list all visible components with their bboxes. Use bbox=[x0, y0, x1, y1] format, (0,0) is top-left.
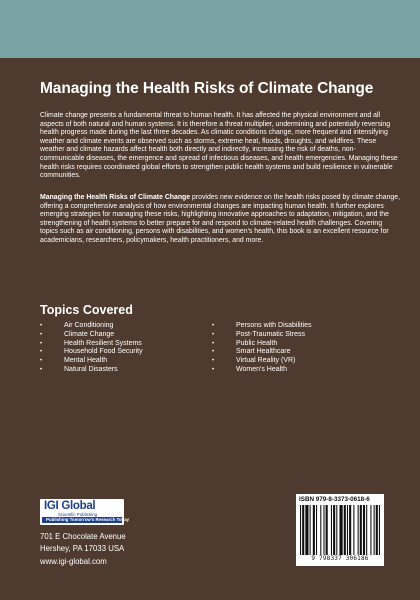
barcode-number: 9 798337 306186 bbox=[311, 555, 369, 562]
barcode-bar bbox=[310, 505, 311, 555]
barcode-bar bbox=[370, 505, 371, 555]
barcode-bar bbox=[360, 505, 362, 555]
topics-list-left bbox=[40, 322, 210, 375]
barcode-bar bbox=[333, 505, 335, 555]
topic-item: • Public Health bbox=[212, 340, 382, 349]
description-paragraph-2-text: provides new evidence on the health risks posed by climate change, offering a comprehensive analysis of how environmental changes are impacting human health. It further explores emerging strategies for managing these risks, highlighting innovative approaches to adaptation, mitigation, and the strengthening of health systems to better prepare for and respond to climate-related health challenges. Covering topics such as air conditioning, persons with disabilities, and women's health, this book is an excellent resource for academicians, researchers, policymakers, health practitioners, and more. bbox=[40, 194, 400, 244]
topic-item: • Natural Disasters bbox=[40, 366, 210, 375]
barcode-bar bbox=[353, 505, 354, 555]
top-color-band bbox=[0, 0, 420, 58]
topic-item: • Health Resilient Systems bbox=[40, 340, 210, 349]
barcode-bar bbox=[323, 505, 324, 555]
barcode-bar bbox=[366, 505, 367, 555]
publisher-logo-tagline-bar bbox=[42, 517, 130, 523]
barcode-bar bbox=[320, 505, 321, 555]
address-line-2: Hershey, PA 17033 USA bbox=[40, 544, 125, 554]
barcode-bar bbox=[316, 505, 317, 555]
barcode-bar bbox=[305, 505, 308, 555]
barcode-bar bbox=[376, 505, 378, 555]
topic-item: • Mental Health bbox=[40, 357, 210, 366]
barcode-graphic bbox=[300, 505, 380, 555]
book-title: Managing the Health Risks of Climate Change bbox=[40, 80, 374, 97]
topic-item: • Household Food Security bbox=[40, 348, 210, 357]
barcode-bar bbox=[336, 505, 337, 555]
address-line-1: 701 E Chocolate Avenue bbox=[40, 532, 126, 541]
publisher-logo bbox=[40, 499, 130, 525]
topic-item: • Air Conditioning bbox=[40, 322, 210, 331]
topic-item: • Smart Healthcare bbox=[212, 348, 382, 357]
publisher-logo-subtitle: Scientific Publishing bbox=[58, 512, 98, 517]
publisher-address bbox=[40, 531, 126, 568]
description-paragraph-2 bbox=[40, 194, 400, 246]
barcode-bar bbox=[374, 505, 375, 555]
topic-item: • Virtual Reality (VR) bbox=[212, 357, 382, 366]
barcode-bar bbox=[313, 505, 315, 555]
barcode-bar bbox=[344, 505, 346, 555]
topics-list-right bbox=[212, 322, 382, 375]
description-paragraph-1: Climate change presents a fundamental threat to human health. It has affected the physical environment and all aspects of both natural and human systems. It is therefore a threat multiplier, undermining and potentially reversing health progress made during the last three decades. As climatic conditions change, more frequent and intensifying weather and climate events are observed such as storms, extreme heat, floods, droughts, and wildfires. These weather and climate hazards affect health both directly and indirectly, increasing the risk of deaths, non-communicable diseases, the emergence and spread of infectious diseases, and health emergencies. Managing these health risks requires coordinated global efforts to strengthen public health systems and build resilience in vulnerable communities. bbox=[40, 112, 398, 180]
barcode-bar bbox=[347, 505, 348, 555]
barcode-bar bbox=[363, 505, 365, 555]
publisher-logo-tagline: Publishing Tomorrow's Research Today bbox=[46, 517, 130, 522]
barcode-bar bbox=[358, 505, 359, 555]
topic-item: • Post-Traumatic Stress bbox=[212, 331, 382, 340]
isbn-barcode-box bbox=[296, 494, 384, 566]
topic-item: • Women's Health bbox=[212, 366, 382, 375]
barcode-bar bbox=[349, 505, 351, 555]
isbn-label: ISBN 979-8-3373-0618-6 bbox=[299, 496, 370, 503]
barcode-bar bbox=[331, 505, 332, 555]
barcode-bar bbox=[302, 505, 304, 555]
publisher-website: www.igi-global.com bbox=[40, 556, 107, 566]
book-title-inline: Managing the Health Risks of Climate Change bbox=[40, 194, 191, 201]
publisher-logo-text: IGI Global bbox=[44, 500, 96, 512]
topics-heading: Topics Covered bbox=[40, 303, 133, 317]
barcode-bar bbox=[300, 505, 301, 555]
topic-item: • Climate Change bbox=[40, 331, 210, 340]
topic-item: • Persons with Disabilities bbox=[212, 322, 382, 331]
barcode-bar bbox=[339, 505, 342, 555]
barcode-bar bbox=[379, 505, 380, 555]
barcode-bar bbox=[326, 505, 328, 555]
